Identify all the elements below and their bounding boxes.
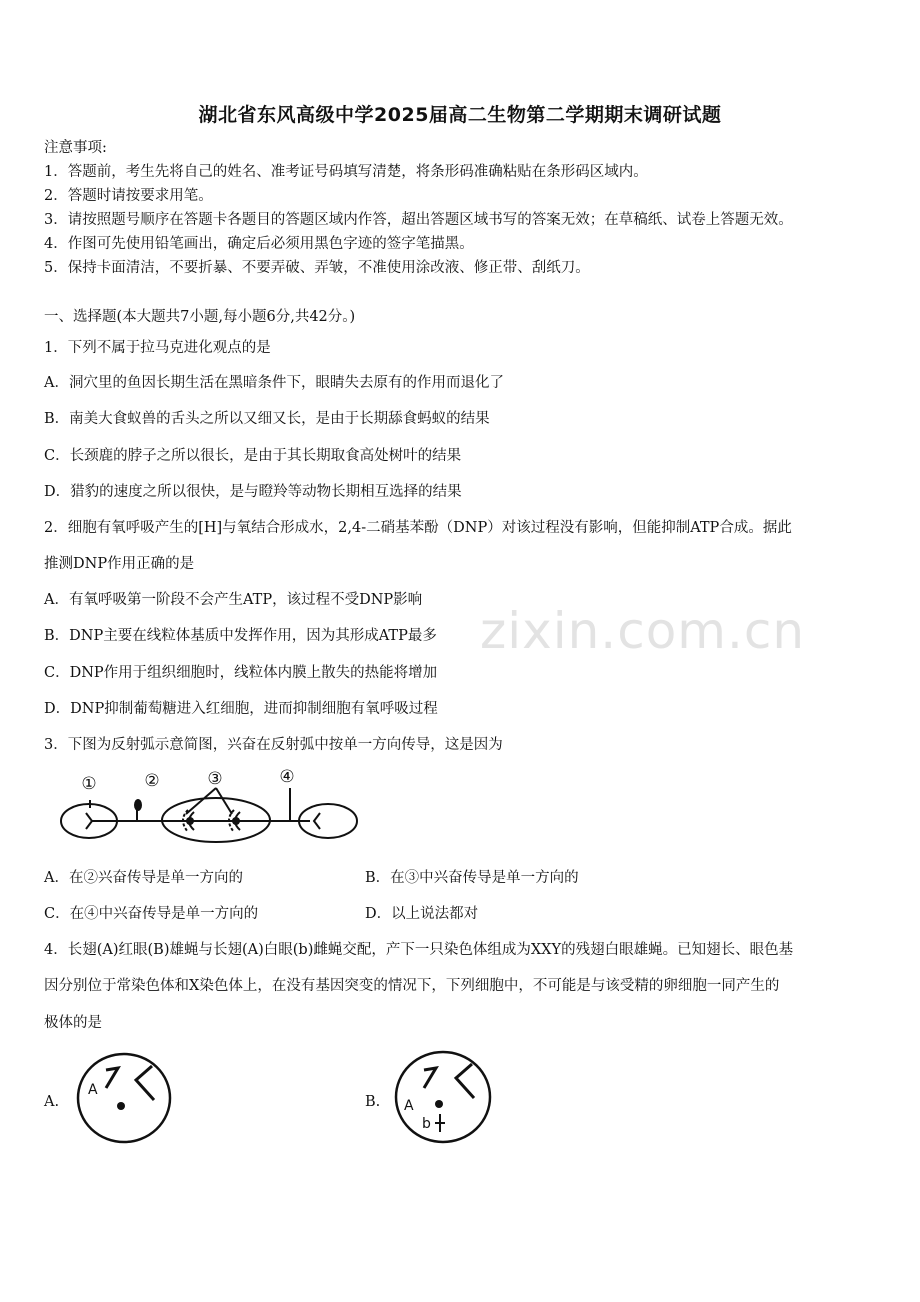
option-b: B．DNP主要在线粒体基质中发挥作用，因为其形成ATP最多 [44, 628, 437, 644]
label-2: ② [144, 771, 160, 791]
cell-diagram-b [394, 1050, 492, 1144]
question-stem: 1．下列不属于拉马克进化观点的是 [44, 340, 271, 356]
notice-item: 3．请按照题号顺序在答题卡各题目的答题区域内作答，超出答题区域书写的答案无效；在草稿纸、试卷上答题无效。 [44, 212, 793, 228]
option-a-label: A. [44, 1094, 60, 1110]
label-1: ① [81, 774, 97, 794]
option-d: D．DNP抑制葡萄糖进入红细胞，进而抑制细胞有氧呼吸过程 [44, 701, 438, 717]
notice-item: 1．答题前，考生先将自己的姓名、准考证号码填写清楚，将条形码准确粘贴在条形码区域内。 [44, 164, 648, 180]
option-c: C．DNP作用于组织细胞时，线粒体内膜上散失的热能将增加 [44, 665, 438, 681]
label-3: ③ [207, 769, 223, 789]
option-d: D．以上说法都对 [365, 906, 479, 922]
notice-item: 2．答题时请按要求用笔。 [44, 188, 213, 204]
option-b: B．在③中兴奋传导是单一方向的 [365, 870, 579, 886]
reflex-arc-diagram [52, 762, 364, 844]
option-a: A．在②兴奋传导是单一方向的 [44, 870, 243, 886]
option-d: D．猎豹的速度之所以很快，是与瞪羚等动物长期相互选择的结果 [44, 484, 462, 500]
cell-diagram-a [76, 1052, 172, 1144]
option-b-label: B. [365, 1094, 381, 1110]
notice-heading: 注意事项: [44, 140, 107, 156]
question-stem-cont: 极体的是 [44, 1015, 102, 1031]
question-stem: 4．长翅(A)红眼(B)雄蝇与长翅(A)白眼(b)雌蝇交配，产下一只染色体组成为XXY的残翅白眼雄蝇。已知翅长、眼色基 [44, 942, 794, 958]
question-stem: 3．下图为反射弧示意简图，兴奋在反射弧中按单一方向传导，这是因为 [44, 737, 503, 753]
section-heading: 一、选择题(本大题共7小题,每小题6分,共42分。) [44, 309, 356, 325]
gene-label-a: A [404, 1098, 414, 1114]
question-stem-cont: 推测DNP作用正确的是 [44, 556, 195, 572]
gene-label-b: b [422, 1116, 431, 1132]
exam-title: 湖北省东风高级中学2025届高二生物第二学期期末调研试题 [198, 104, 722, 126]
option-c: C．在④中兴奋传导是单一方向的 [44, 906, 259, 922]
watermark: zixin.com.cn [480, 602, 806, 660]
option-a: A．洞穴里的鱼因长期生活在黑暗条件下，眼睛失去原有的作用而退化了 [44, 375, 504, 391]
option-a: A．有氧呼吸第一阶段不会产生ATP，该过程不受DNP影响 [44, 592, 423, 608]
option-b: B．南美大食蚁兽的舌头之所以又细又长，是由于长期舔食蚂蚁的结果 [44, 411, 490, 427]
question-stem: 2．细胞有氧呼吸产生的[H]与氧结合形成水，2,4-二硝基苯酚（DNP）对该过程没有影响，但能抑制ATP合成。据此 [44, 520, 792, 536]
notice-item: 5．保持卡面清洁，不要折暴、不要弄破、弄皱，不准使用涂改液、修正带、刮纸刀。 [44, 260, 590, 276]
gene-label-a: A [88, 1082, 98, 1098]
option-c: C．长颈鹿的脖子之所以很长，是由于其长期取食高处树叶的结果 [44, 448, 462, 464]
notice-item: 4．作图可先使用铅笔画出，确定后必须用黑色字迹的签字笔描黑。 [44, 236, 474, 252]
label-4: ④ [279, 767, 295, 787]
question-stem-cont: 因分别位于常染色体和X染色体上，在没有基因突变的情况下，下列细胞中，不可能是与该受精的卵细胞一同产生的 [44, 978, 780, 994]
